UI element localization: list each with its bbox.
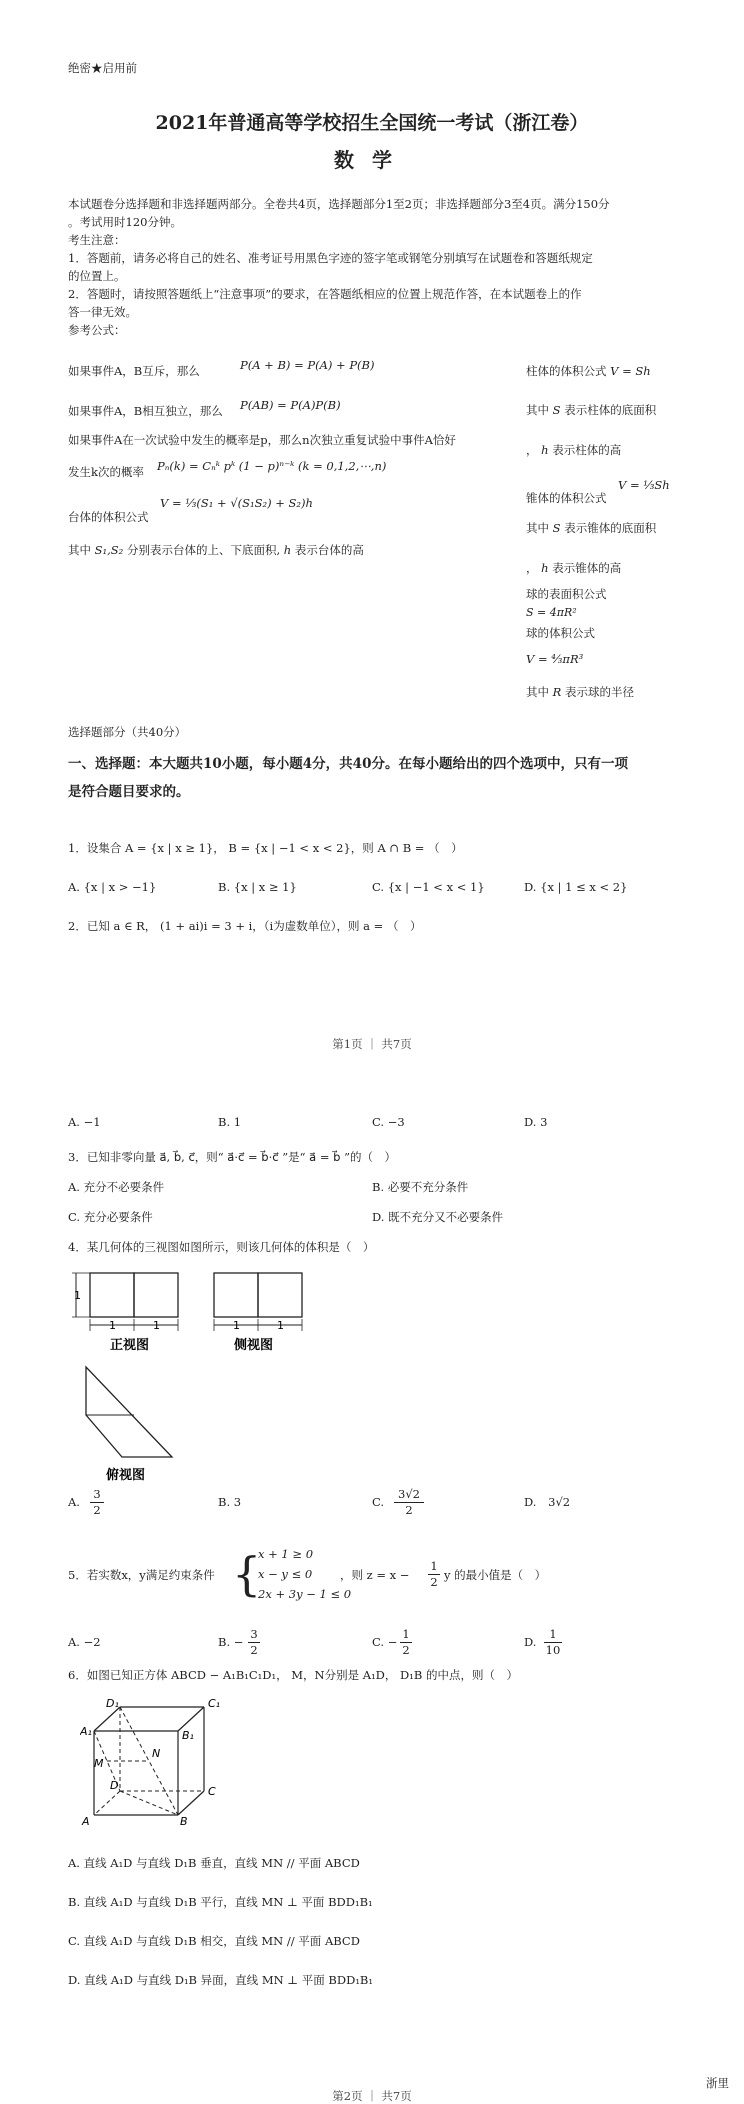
sphere-vol-label: 球的体积公式 bbox=[526, 626, 595, 640]
instruction-line: 。考试用时120分钟。 bbox=[68, 215, 182, 229]
dim-label: 1 bbox=[109, 1319, 116, 1332]
constraint-2: x − y ≤ 0 bbox=[258, 1567, 313, 1581]
top-view-label: 俯视图 bbox=[106, 1468, 146, 1483]
option-c: C. 直线 A₁D 与直线 D₁B 相交，直线 MN // 平面 ABCD bbox=[68, 1934, 360, 1948]
option-a: A. 充分不必要条件 bbox=[68, 1180, 165, 1194]
option-c-fraction bbox=[394, 1487, 424, 1518]
binom-formula: Pₙ(k) = Cₙᵏ pᵏ (1 − p)ⁿ⁻ᵏ (k = 0,1,2,⋯,n) bbox=[157, 459, 387, 473]
option-a: A. −1 bbox=[68, 1115, 101, 1129]
fraction-numerator: 1 bbox=[400, 1627, 412, 1643]
vertex-label: M bbox=[94, 1757, 104, 1770]
prism-s-suffix: 表示柱体的底面积 bbox=[564, 403, 657, 417]
side-view-label: 侧视图 bbox=[234, 1338, 274, 1353]
option-d bbox=[524, 1635, 536, 1649]
instruction-line: 的位置上。 bbox=[68, 269, 126, 283]
option-d: D. {x | 1 ≤ x < 2} bbox=[524, 880, 628, 894]
option-c bbox=[372, 1495, 384, 1509]
cone-h-var: h bbox=[541, 561, 549, 575]
option-c-fraction bbox=[400, 1627, 412, 1658]
sphere-r-var: R bbox=[552, 685, 562, 699]
instruction-line: 答一律无效。 bbox=[68, 305, 137, 319]
option-c-label: C. − bbox=[372, 1635, 398, 1649]
sphere-area-formula: S = 4πR² bbox=[526, 606, 577, 619]
top-view-figure bbox=[86, 1367, 172, 1483]
cube-diagram bbox=[80, 1695, 250, 1835]
frustum-desc-h: h bbox=[283, 543, 292, 557]
frustum-label: 台体的体积公式 bbox=[68, 510, 149, 524]
confidential-label: 绝密★启用前 bbox=[68, 61, 137, 75]
sphere-vol-formula: V = ⁴⁄₃πR³ bbox=[526, 652, 584, 666]
cone-s-desc bbox=[526, 520, 656, 536]
section-heading: 是符合题目要求的。 bbox=[68, 784, 190, 800]
option-d: D. 3 bbox=[524, 1115, 548, 1129]
instruction-line: 1．答题前，请务必将自己的姓名、准考证号用黑色字迹的签字笔或钢笔分别填写在试题卷和答题纸规定 bbox=[68, 251, 593, 265]
fraction-numerator: 3√2 bbox=[394, 1487, 424, 1503]
instruction-line: 参考公式： bbox=[68, 323, 126, 337]
option-d-value: 3√2 bbox=[548, 1495, 571, 1509]
frustum-formula: V = ⅓(S₁ + √(S₁S₂) + S₂)h bbox=[160, 496, 313, 510]
frustum-desc-mid: 分别表示台体的上、下底面积, bbox=[126, 543, 281, 557]
prism-h-var: h bbox=[541, 443, 549, 457]
dim-label: 1 bbox=[74, 1289, 81, 1302]
front-view-label: 正视图 bbox=[110, 1338, 150, 1353]
option-a: A. 直线 A₁D 与直线 D₁B 垂直，直线 MN // 平面 ABCD bbox=[68, 1856, 360, 1870]
sphere-r-desc bbox=[526, 684, 634, 700]
section-heading: 一、选择题：本大题共10小题，每小题4分，共40分。在每小题给出的四个选项中，只有一项 bbox=[68, 756, 628, 772]
brace-icon: { bbox=[232, 1547, 262, 1601]
prism-formula-row bbox=[526, 363, 651, 379]
fraction-numerator: 1 bbox=[544, 1627, 562, 1643]
vertex-label: C bbox=[208, 1785, 216, 1798]
prism-s-prefix: 其中 bbox=[526, 403, 549, 417]
fraction-numerator: 1 bbox=[428, 1559, 440, 1575]
side-view-figure bbox=[214, 1273, 302, 1353]
option-a: A. {x | x > −1} bbox=[68, 880, 157, 894]
option-b: B. 1 bbox=[218, 1115, 242, 1129]
cone-h-desc bbox=[526, 560, 621, 576]
option-c bbox=[372, 1635, 397, 1649]
prism-label: 柱体的体积公式 bbox=[526, 364, 607, 378]
question-stem-b: ，则 z = x − bbox=[340, 1568, 410, 1582]
subject-title: 数学 bbox=[334, 148, 410, 172]
cone-s-prefix: 其中 bbox=[526, 521, 549, 535]
option-b-label: B. − bbox=[218, 1635, 244, 1649]
page-2 bbox=[0, 1075, 744, 2104]
cone-s-suffix: 表示锥体的底面积 bbox=[564, 521, 657, 535]
frustum-desc bbox=[68, 542, 364, 558]
option-c: C. 充分必要条件 bbox=[68, 1210, 153, 1224]
option-c: C. {x | −1 < x < 1} bbox=[372, 880, 485, 894]
prism-h-suffix: 表示柱体的高 bbox=[552, 443, 622, 457]
option-a: A. −2 bbox=[68, 1635, 101, 1649]
frustum-desc-prefix: 其中 bbox=[68, 543, 91, 557]
cone-h-suffix: 表示锥体的高 bbox=[552, 561, 622, 575]
exam-title: 2021年普通高等学校招生全国统一考试（浙江卷） bbox=[155, 112, 589, 134]
indep-label: 如果事件A，B相互独立，那么 bbox=[68, 404, 223, 418]
vertex-label: N bbox=[152, 1747, 161, 1760]
fraction-denominator: 2 bbox=[430, 1575, 438, 1589]
instruction-line: 考生注意： bbox=[68, 233, 126, 247]
option-d: D. 直线 A₁D 与直线 D₁B 异面，直线 MN ⊥ 平面 BDD₁B₁ bbox=[68, 1973, 373, 1987]
question-stem-c: y 的最小值是（ ） bbox=[444, 1568, 547, 1582]
stem-fraction bbox=[428, 1559, 440, 1590]
page-footer: 第1页 ｜ 共7页 bbox=[332, 1037, 412, 1051]
constraint-1: x + 1 ≥ 0 bbox=[258, 1547, 314, 1561]
fraction-denominator: 10 bbox=[545, 1643, 561, 1657]
cone-s-var: S bbox=[552, 521, 561, 535]
front-view-figure bbox=[72, 1273, 178, 1353]
prism-s-var: S bbox=[552, 403, 561, 417]
question-stem: 2．已知 a ∈ R， (1 + ai)i = 3 + i，（i为虚数单位），则 a = （ ） bbox=[68, 919, 422, 933]
fraction-denominator: 2 bbox=[93, 1503, 101, 1517]
vertex-label: B bbox=[180, 1815, 188, 1828]
fraction-denominator: 2 bbox=[405, 1503, 413, 1517]
option-a-fraction bbox=[90, 1487, 104, 1518]
option-a-label: A. bbox=[68, 1495, 80, 1509]
option-c: C. −3 bbox=[372, 1115, 405, 1129]
binom-label: 发生k次的概率 bbox=[68, 465, 144, 479]
question-stem: 6．如图已知正方体 ABCD − A₁B₁C₁D₁， M，N分别是 A₁D， D₁B 的中点，则（ ） bbox=[68, 1668, 518, 1682]
fraction-numerator: 3 bbox=[248, 1627, 260, 1643]
prism-formula: V = Sh bbox=[610, 364, 651, 378]
dim-label: 1 bbox=[277, 1319, 284, 1332]
cone-label: 锥体的体积公式 bbox=[526, 491, 607, 505]
fraction-denominator: 2 bbox=[402, 1643, 410, 1657]
frustum-desc-suffix: 表示台体的高 bbox=[294, 543, 364, 557]
page-footer: 第2页 ｜ 共7页 bbox=[332, 2089, 412, 2103]
option-d-label: D. bbox=[524, 1495, 537, 1509]
sphere-r-prefix: 其中 bbox=[526, 685, 549, 699]
option-b bbox=[218, 1635, 243, 1649]
instruction-line: 本试题卷分选择题和非选择题两部分。全卷共4页，选择题部分1至2页；非选择题部分3至4页。满分150分 bbox=[68, 197, 610, 211]
cone-formula: V = ⅓Sh bbox=[618, 478, 670, 492]
mutex-formula: P(A + B) = P(A) + P(B) bbox=[240, 358, 375, 372]
mutex-label: 如果事件A，B互斥，那么 bbox=[68, 364, 200, 378]
option-d-fraction bbox=[544, 1627, 562, 1658]
option-b: B. 必要不充分条件 bbox=[372, 1180, 469, 1194]
constraint-3: 2x + 3y − 1 ≤ 0 bbox=[258, 1587, 352, 1601]
question-stem: 3．已知非零向量 a⃗, b⃗, c⃗，则“ a⃗·c⃗ = b⃗·c⃗ ”是“ a⃗ = b⃗ ”的（ ） bbox=[68, 1150, 396, 1164]
option-d-label: D. bbox=[524, 1635, 537, 1649]
instruction-line: 2．答题时，请按照答题纸上“注意事项”的要求，在答题纸相应的位置上规范作答，在本试题卷上的作 bbox=[68, 287, 582, 301]
sphere-r-suffix: 表示球的半径 bbox=[564, 685, 634, 699]
corner-watermark: 浙里 bbox=[706, 2076, 729, 2090]
question-stem: 1．设集合 A = {x | x ≥ 1}， B = {x | −1 < x < 2}，则 A ∩ B = （ ） bbox=[68, 841, 463, 855]
cone-h-prefix: ， bbox=[526, 561, 538, 575]
option-b: B. 直线 A₁D 与直线 D₁B 平行，直线 MN ⊥ 平面 BDD₁B₁ bbox=[68, 1895, 373, 1909]
option-d bbox=[524, 1495, 570, 1509]
vertex-label: B₁ bbox=[182, 1729, 194, 1742]
vertex-label: A bbox=[82, 1815, 90, 1828]
frustum-desc-vars: S₁,S₂ bbox=[94, 543, 124, 557]
fraction-numerator: 3 bbox=[90, 1487, 104, 1503]
dim-label: 1 bbox=[233, 1319, 240, 1332]
option-b: B. {x | x ≥ 1} bbox=[218, 880, 297, 894]
prism-s-desc bbox=[526, 402, 656, 418]
option-b: B. 3 bbox=[218, 1495, 242, 1509]
indep-formula: P(AB) = P(A)P(B) bbox=[240, 398, 341, 412]
sphere-area-label: 球的表面积公式 bbox=[526, 587, 607, 601]
prism-h-desc bbox=[526, 442, 621, 458]
binom-line: 如果事件A在一次试验中发生的概率是p，那么n次独立重复试验中事件A恰好 bbox=[68, 433, 456, 447]
vertex-label: C₁ bbox=[208, 1697, 221, 1710]
fraction-denominator: 2 bbox=[250, 1643, 258, 1657]
question-stem-a: 5．若实数x，y满足约束条件 bbox=[68, 1568, 215, 1582]
question-stem: 4．某几何体的三视图如图所示，则该几何体的体积是（ ） bbox=[68, 1240, 375, 1254]
option-c-label: C. bbox=[372, 1495, 385, 1509]
dim-label: 1 bbox=[153, 1319, 160, 1332]
section-label: 选择题部分（共40分） bbox=[68, 725, 187, 739]
prism-h-prefix: ， bbox=[526, 443, 538, 457]
vertex-label: A₁ bbox=[80, 1725, 92, 1738]
option-d: D. 既不充分又不必要条件 bbox=[372, 1210, 504, 1224]
option-b-fraction bbox=[248, 1627, 260, 1658]
vertex-label: D bbox=[110, 1779, 119, 1792]
vertex-label: D₁ bbox=[106, 1697, 119, 1710]
option-a bbox=[68, 1495, 80, 1509]
